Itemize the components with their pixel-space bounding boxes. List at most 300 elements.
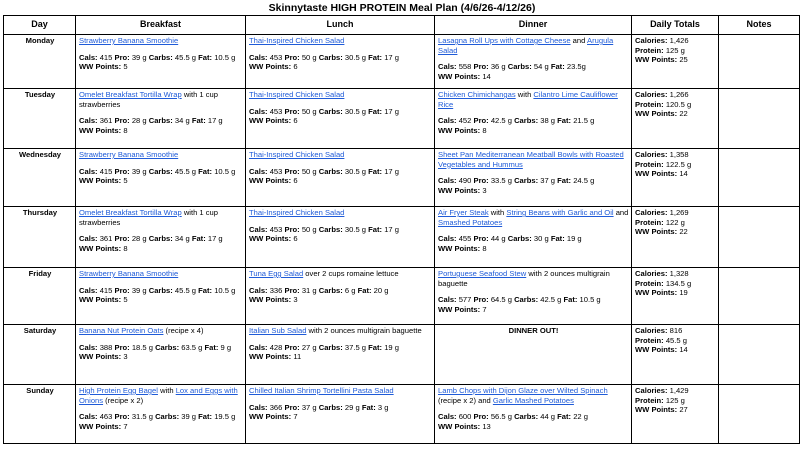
total-calories-label: Calories: [635, 208, 668, 217]
breakfast-pro-label: Pro: [114, 342, 130, 352]
lunch-carbs-label: Carbs: [318, 224, 343, 234]
lunch-ww-points [249, 412, 432, 422]
lunch-cals-label: Cals: [249, 106, 268, 116]
daily-totals-cell [632, 149, 719, 207]
lunch-fat-value: 3 g [377, 402, 389, 412]
notes-cell[interactable] [719, 89, 800, 149]
header-notes: Notes [719, 16, 800, 35]
dinner-fat-value: 22 g [573, 412, 588, 422]
spacer [79, 227, 243, 234]
dinner-carbs-value: 30 g [533, 234, 549, 244]
header-dinner: Dinner [435, 16, 632, 35]
lunch-pro-value: 50 g [301, 224, 317, 234]
dinner-cals-value: 600 [458, 412, 472, 422]
spacer [79, 405, 243, 412]
lunch-ww-points [249, 352, 432, 362]
dinner-fat-label: Fat: [563, 295, 578, 305]
breakfast-pro-label: Pro: [114, 234, 130, 244]
dinner-recipe-link[interactable]: Portuguese Seafood Stew [438, 269, 527, 278]
lunch-fat-value: 17 g [384, 52, 399, 62]
dinner-note-text: with 2 ounces multigrain baguette [438, 269, 610, 288]
breakfast-cals-label: Cals: [79, 412, 98, 422]
total-ww-value: 14 [679, 345, 688, 355]
breakfast-cals-value: 463 [99, 412, 113, 422]
total-ww-label: WW Points: [635, 345, 678, 355]
total-calories-line [635, 36, 716, 46]
dinner-recipe-link[interactable]: Lamb Chops with Dijon Glaze over Wilted Spinach [438, 386, 608, 395]
dinner-pro-value: 42.5 g [490, 116, 512, 126]
daily-totals-cell [632, 385, 719, 444]
lunch-nutrition [249, 107, 432, 117]
total-ww-label: WW Points: [635, 288, 678, 298]
lunch-cals-label: Cals: [249, 342, 268, 352]
dinner-nutrition [438, 234, 629, 244]
breakfast-ww-value: 8 [123, 243, 128, 253]
lunch-cell [246, 89, 435, 149]
total-calories-value: 1,429 [669, 386, 689, 395]
breakfast-description [79, 386, 243, 405]
lunch-recipe-link[interactable]: Thai-Inspired Chicken Salad [249, 208, 345, 217]
breakfast-note-text-2: (recipe x 2) [103, 395, 144, 405]
dinner-pro-value: 36 g [490, 62, 506, 72]
breakfast-ww-label: WW Points: [79, 125, 122, 135]
notes-cell[interactable] [719, 385, 800, 444]
breakfast-nutrition [79, 167, 243, 177]
dinner-cell [435, 207, 632, 268]
dinner-pro-label: Pro: [473, 62, 489, 72]
lunch-recipe-link[interactable]: Chilled Italian Shrimp Tortellini Pasta Salad [249, 386, 394, 395]
breakfast-carbs-value: 39 g [181, 412, 197, 422]
lunch-ww-label: WW Points: [249, 176, 292, 186]
breakfast-pro-label: Pro: [114, 412, 130, 422]
breakfast-ww-points [79, 295, 243, 305]
total-protein-value: 134.5 g [665, 278, 692, 288]
dinner-description [438, 386, 629, 405]
total-calories-line [635, 208, 716, 218]
breakfast-note-text: with 1 cup strawberries [79, 90, 219, 109]
spacer [438, 405, 629, 412]
total-protein-value: 45.5 g [665, 335, 687, 345]
breakfast-cals-label: Cals: [79, 116, 98, 126]
dinner-cals-label: Cals: [438, 116, 457, 126]
dinner-cals-label: Cals: [438, 234, 457, 244]
breakfast-nutrition [79, 234, 243, 244]
notes-cell[interactable] [719, 207, 800, 268]
lunch-pro-label: Pro: [284, 402, 300, 412]
lunch-cals-value: 453 [269, 224, 283, 234]
breakfast-ww-points [79, 422, 243, 432]
lunch-carbs-value: 30.5 g [344, 106, 367, 116]
breakfast-cell [76, 149, 246, 207]
dinner-note-text: and [570, 36, 588, 45]
lunch-note-text: over 2 cups romaine lettuce [303, 269, 399, 278]
lunch-ww-value: 6 [293, 116, 298, 126]
breakfast-carbs-label: Carbs: [148, 285, 173, 295]
daily-totals-cell [632, 35, 719, 89]
dinner-fat-value: 23.5g [566, 62, 586, 72]
lunch-fat-label: Fat: [368, 342, 383, 352]
lunch-description [249, 386, 432, 396]
spacer [438, 169, 629, 176]
day-name: Tuesday [4, 89, 76, 149]
dinner-fat-label: Fat: [550, 62, 565, 72]
lunch-cals-label: Cals: [249, 52, 268, 62]
dinner-pro-label: Pro: [473, 176, 489, 186]
total-ww-value: 27 [679, 405, 688, 415]
total-ww-value: 19 [679, 288, 688, 298]
lunch-carbs-value: 30.5 g [344, 224, 367, 234]
notes-cell[interactable] [719, 35, 800, 89]
breakfast-cals-value: 415 [99, 52, 113, 62]
total-protein-line [635, 396, 716, 406]
day-row [4, 149, 800, 207]
dinner-note-text: (recipe x 2) and [438, 395, 493, 405]
breakfast-fat-label: Fat: [191, 234, 206, 244]
lunch-fat-label: Fat: [368, 52, 383, 62]
spacer [438, 288, 629, 295]
dinner-fat-value: 19 g [566, 234, 582, 244]
dinner-recipe-link-2[interactable]: Cilantro Lime Cauliflower Rice [438, 90, 618, 109]
day-name: Sunday [4, 385, 76, 444]
breakfast-recipe-link[interactable]: Strawberry Banana Smoothie [79, 150, 179, 159]
lunch-cals-value: 453 [269, 106, 283, 116]
dinner-fat-label: Fat: [557, 116, 572, 126]
breakfast-fat-value: 17 g [207, 116, 223, 126]
lunch-fat-label: Fat: [368, 106, 383, 116]
dinner-carbs-value: 38 g [540, 116, 556, 126]
dinner-nutrition [438, 412, 629, 422]
breakfast-carbs-label: Carbs: [148, 116, 173, 126]
breakfast-recipe-link[interactable]: Omelet Breakfast Tortilla Wrap [79, 208, 182, 217]
lunch-pro-value: 27 g [301, 342, 317, 352]
spacer [249, 100, 432, 107]
dinner-out-cell: DINNER OUT! [435, 325, 632, 385]
lunch-carbs-label: Carbs: [318, 342, 343, 352]
day-name: Saturday [4, 325, 76, 385]
breakfast-fat-label: Fat: [198, 285, 213, 295]
total-calories-value: 1,328 [669, 269, 689, 278]
dinner-fat-value: 24.5 g [573, 176, 595, 186]
day-row [4, 35, 800, 89]
day-name: Monday [4, 35, 76, 89]
dinner-ww-value: 8 [482, 243, 487, 253]
breakfast-recipe-link[interactable]: Omelet Breakfast Tortilla Wrap [79, 90, 182, 99]
header-day: Day [4, 16, 76, 35]
lunch-nutrition [249, 167, 432, 177]
breakfast-cell [76, 268, 246, 325]
lunch-recipe-link[interactable]: Italian Sub Salad [249, 326, 307, 335]
breakfast-description [79, 326, 243, 336]
total-calories-line [635, 150, 716, 160]
breakfast-ww-value: 5 [123, 62, 128, 72]
breakfast-ww-value: 5 [123, 295, 128, 305]
breakfast-cals-value: 361 [99, 234, 113, 244]
breakfast-fat-label: Fat: [191, 116, 206, 126]
dinner-carbs-label: Carbs: [507, 62, 532, 72]
total-ww-line [635, 109, 716, 119]
lunch-nutrition [249, 403, 432, 413]
lunch-cell [246, 207, 435, 268]
lunch-carbs-label: Carbs: [318, 285, 343, 295]
breakfast-ww-label: WW Points: [79, 352, 122, 362]
notes-cell[interactable] [719, 149, 800, 207]
breakfast-fat-value: 10.5 g [214, 285, 236, 295]
breakfast-cals-label: Cals: [79, 52, 98, 62]
dinner-carbs-label: Carbs: [514, 412, 539, 422]
total-calories-label: Calories: [635, 90, 668, 99]
dinner-ww-value: 8 [482, 125, 487, 135]
lunch-pro-value: 50 g [301, 106, 317, 116]
breakfast-pro-value: 39 g [131, 285, 147, 295]
spacer [79, 46, 243, 53]
notes-cell[interactable] [719, 268, 800, 325]
day-row [4, 89, 800, 149]
breakfast-description [79, 150, 243, 160]
day-name: Friday [4, 268, 76, 325]
day-row [4, 207, 800, 268]
dinner-pro-value: 33.5 g [490, 176, 512, 186]
header-daily-totals: Daily Totals [632, 16, 719, 35]
lunch-recipe-link[interactable]: Thai-Inspired Chicken Salad [249, 90, 345, 99]
lunch-pro-label: Pro: [284, 224, 300, 234]
breakfast-description [79, 90, 243, 109]
total-calories-label: Calories: [635, 36, 668, 45]
lunch-cals-value: 453 [269, 52, 283, 62]
lunch-note-text: with 2 ounces multigrain baguette [306, 326, 422, 335]
lunch-cell [246, 385, 435, 444]
lunch-pro-value: 37 g [301, 402, 317, 412]
lunch-cals-value: 428 [269, 342, 283, 352]
total-protein-label: Protein: [635, 159, 664, 169]
dinner-description [438, 150, 629, 169]
breakfast-nutrition [79, 412, 243, 422]
dinner-carbs-value: 37 g [540, 176, 556, 186]
total-ww-line [635, 405, 716, 415]
dinner-recipe-link[interactable]: Chicken Chimichangas [438, 90, 516, 99]
breakfast-fat-label: Fat: [198, 166, 213, 176]
breakfast-description [79, 269, 243, 279]
lunch-ww-label: WW Points: [249, 352, 292, 362]
lunch-carbs-value: 6 g [344, 285, 356, 295]
breakfast-carbs-label: Carbs: [148, 52, 173, 62]
total-protein-line [635, 218, 716, 228]
breakfast-cell [76, 207, 246, 268]
breakfast-carbs-value: 34 g [174, 116, 190, 126]
dinner-recipe-link-2[interactable]: String Beans with Garlic and Oil [506, 208, 614, 217]
lunch-fat-label: Fat: [368, 166, 383, 176]
total-ww-label: WW Points: [635, 227, 678, 237]
spacer [79, 109, 243, 116]
dinner-ww-label: WW Points: [438, 125, 481, 135]
breakfast-pro-value: 31.5 g [131, 412, 153, 422]
dinner-fat-label: Fat: [550, 234, 565, 244]
lunch-ww-points [249, 234, 432, 244]
dinner-ww-value: 3 [482, 185, 487, 195]
dinner-recipe-link-3[interactable]: Smashed Potatoes [438, 217, 503, 227]
lunch-ww-points [249, 116, 432, 126]
dinner-recipe-link[interactable]: Sheet Pan Mediterranean Meatball Bowls with Roasted Vegetables and Hummus [438, 150, 624, 169]
total-calories-line [635, 269, 716, 279]
dinner-recipe-link-2[interactable]: Arugula Salad [438, 36, 614, 55]
breakfast-ww-label: WW Points: [79, 176, 122, 186]
spacer [79, 160, 243, 167]
breakfast-recipe-link[interactable]: Strawberry Banana Smoothie [79, 269, 179, 278]
dinner-ww-value: 13 [482, 421, 491, 431]
lunch-fat-value: 19 g [384, 342, 399, 352]
dinner-cals-value: 558 [458, 62, 472, 72]
day-row [4, 268, 800, 325]
lunch-ww-label: WW Points: [249, 234, 292, 244]
lunch-nutrition [249, 225, 432, 235]
breakfast-fat-label: Fat: [198, 52, 213, 62]
page-title: Skinnytaste HIGH PROTEIN Meal Plan (4/6/26-4/12/26) [268, 2, 536, 14]
breakfast-ww-points [79, 126, 243, 136]
breakfast-pro-label: Pro: [114, 166, 130, 176]
notes-cell[interactable] [719, 325, 800, 385]
total-protein-line [635, 336, 716, 346]
breakfast-pro-value: 18.5 g [131, 342, 153, 352]
lunch-pro-value: 50 g [301, 166, 317, 176]
total-protein-label: Protein: [635, 395, 664, 405]
lunch-carbs-label: Carbs: [318, 166, 343, 176]
dinner-note-text-2: and [613, 208, 629, 217]
lunch-description [249, 269, 432, 279]
daily-totals-cell [632, 89, 719, 149]
dinner-ww-points [438, 126, 629, 136]
total-ww-line [635, 169, 716, 179]
lunch-nutrition [249, 286, 432, 296]
dinner-cals-label: Cals: [438, 412, 457, 422]
total-ww-line [635, 288, 716, 298]
total-protein-line [635, 46, 716, 56]
breakfast-cals-label: Cals: [79, 342, 98, 352]
lunch-fat-value: 17 g [384, 166, 399, 176]
dinner-cals-value: 455 [458, 234, 472, 244]
lunch-ww-label: WW Points: [249, 116, 292, 126]
dinner-pro-value: 64.5 g [490, 295, 512, 305]
total-ww-label: WW Points: [635, 109, 678, 119]
dinner-cell [435, 35, 632, 89]
lunch-fat-value: 20 g [373, 285, 389, 295]
lunch-recipe-link[interactable]: Tuna Egg Salad [249, 269, 304, 278]
breakfast-note-text: with [157, 386, 176, 395]
daily-totals-cell [632, 268, 719, 325]
lunch-ww-value: 7 [293, 412, 298, 422]
total-protein-value: 120.5 g [665, 99, 692, 109]
breakfast-ww-points [79, 176, 243, 186]
breakfast-ww-points [79, 352, 243, 362]
breakfast-description [79, 36, 243, 46]
dinner-recipe-link-2[interactable]: Garlic Mashed Potatoes [492, 395, 574, 405]
lunch-cals-label: Cals: [249, 402, 268, 412]
total-calories-value: 1,358 [669, 150, 689, 159]
lunch-pro-label: Pro: [284, 166, 300, 176]
lunch-carbs-label: Carbs: [318, 402, 343, 412]
lunch-cals-label: Cals: [249, 285, 268, 295]
dinner-cals-label: Cals: [438, 295, 457, 305]
dinner-ww-label: WW Points: [438, 421, 481, 431]
spacer [249, 160, 432, 167]
dinner-description [438, 208, 629, 227]
dinner-fat-label: Fat: [557, 176, 572, 186]
breakfast-recipe-link-2[interactable]: Lox and Eggs with Onions [79, 386, 238, 405]
spacer [249, 336, 432, 343]
lunch-recipe-link[interactable]: Thai-Inspired Chicken Salad [249, 150, 345, 159]
lunch-carbs-label: Carbs: [318, 52, 343, 62]
lunch-cals-label: Cals: [249, 224, 268, 234]
breakfast-cell [76, 325, 246, 385]
breakfast-fat-value: 10.5 g [214, 166, 236, 176]
dinner-pro-label: Pro: [473, 412, 489, 422]
dinner-fat-value: 21.5 g [573, 116, 595, 126]
dinner-cell [435, 149, 632, 207]
lunch-ww-value: 6 [293, 62, 298, 72]
dinner-recipe-link[interactable]: Air Fryer Steak [438, 208, 489, 217]
total-protein-value: 122.5 g [665, 159, 692, 169]
breakfast-carbs-label: Carbs: [148, 234, 173, 244]
dinner-fat-label: Fat: [557, 412, 572, 422]
total-protein-line [635, 100, 716, 110]
dinner-ww-points [438, 422, 629, 432]
day-row [4, 385, 800, 444]
breakfast-cals-label: Cals: [79, 166, 98, 176]
day-row [4, 325, 800, 385]
header-row [4, 16, 800, 35]
day-name: Thursday [4, 207, 76, 268]
lunch-cals-value: 366 [269, 402, 283, 412]
breakfast-recipe-link[interactable]: Strawberry Banana Smoothie [79, 36, 179, 45]
day-name: Wednesday [4, 149, 76, 207]
spacer [249, 396, 432, 403]
breakfast-nutrition [79, 116, 243, 126]
dinner-nutrition [438, 62, 629, 72]
breakfast-recipe-link[interactable]: Banana Nut Protein Oats [79, 326, 164, 335]
lunch-ww-value: 3 [293, 295, 298, 305]
lunch-recipe-link[interactable]: Thai-Inspired Chicken Salad [249, 36, 345, 45]
lunch-fat-label: Fat: [361, 402, 376, 412]
dinner-cell [435, 268, 632, 325]
lunch-cell [246, 268, 435, 325]
breakfast-description [79, 208, 243, 227]
dinner-recipe-link[interactable]: Lasagna Roll Ups with Cottage Cheese [438, 36, 571, 45]
dinner-fat-value: 10.5 g [579, 295, 601, 305]
breakfast-carbs-value: 45.5 g [174, 166, 197, 176]
total-ww-label: WW Points: [635, 169, 678, 179]
lunch-pro-label: Pro: [284, 52, 300, 62]
total-protein-label: Protein: [635, 335, 664, 345]
dinner-ww-label: WW Points: [438, 243, 481, 253]
lunch-ww-value: 6 [293, 234, 298, 244]
total-ww-line [635, 55, 716, 65]
breakfast-cals-value: 388 [99, 342, 113, 352]
lunch-carbs-value: 29 g [344, 402, 360, 412]
dinner-pro-label: Pro: [473, 116, 489, 126]
lunch-cals-value: 336 [269, 285, 283, 295]
breakfast-recipe-link[interactable]: High Protein Egg Bagel [79, 386, 158, 395]
lunch-ww-points [249, 295, 432, 305]
breakfast-carbs-label: Carbs: [155, 342, 180, 352]
lunch-fat-value: 17 g [384, 106, 399, 116]
dinner-ww-points [438, 305, 629, 315]
lunch-ww-label: WW Points: [249, 295, 292, 305]
dinner-nutrition [438, 295, 629, 305]
dinner-description [438, 269, 629, 288]
breakfast-carbs-value: 45.5 g [174, 52, 197, 62]
total-calories-value: 1,269 [669, 208, 689, 217]
dinner-ww-points [438, 72, 629, 82]
total-protein-label: Protein: [635, 217, 664, 227]
dinner-cell [435, 385, 632, 444]
